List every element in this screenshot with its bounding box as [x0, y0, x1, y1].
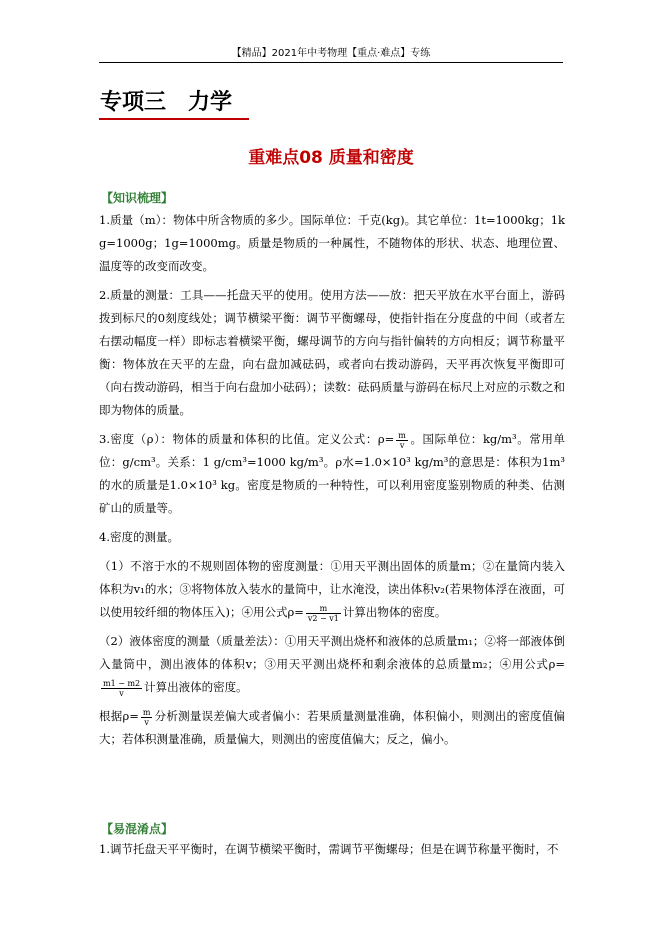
solid-formula-denominator: v2 − v1	[307, 613, 339, 623]
liquid-formula-denominator: v	[119, 688, 124, 698]
density-text-b: 。国际单位：kg/m³。常用单位：g/cm³。关系：1 g/cm³=1000 kg/m³。ρ水=1.0×10³ kg/m³的意思是：体积为1m³的水的质量是1.0×10³ kg。密度是物质的一种特性，可以利用密度鉴别物质的种类、估测矿山的质量等。	[99, 432, 565, 515]
section-title: 重难点08 质量和密度	[248, 148, 414, 168]
liquid-text-b: 计算出液体的密度。	[144, 680, 248, 694]
chapter-title: 专项三 力学	[100, 90, 233, 115]
error-text-a: 根据ρ=	[99, 709, 139, 723]
liquid-formula	[101, 679, 142, 698]
liquid-text-a: （2）液体密度的测量（质量差法）：①用天平测出烧杯和液体的总质量m₁；②将一部液体倒入量筒中，测出液体的体积v；③用天平测出烧杯和剩余液体的总质量m₂；④用公式ρ=	[99, 634, 565, 671]
error-text-b: 分析测量误差偏大或者偏小：若果质量测量准确，体积偏小，则测出的密度值偏大；若体积测量准确，质量偏大，则测出的密度值偏大；反之，偏小。	[99, 709, 565, 746]
confusion-tag: 【易混淆点】	[101, 822, 174, 836]
knowledge-body	[99, 209, 565, 751]
paragraph-error-analysis	[99, 705, 565, 751]
solid-text-b: 计算出物体的密度。	[342, 605, 447, 619]
paragraph-density	[99, 428, 565, 520]
confusion-body	[99, 838, 565, 861]
solid-text-a: （1）不溶于水的不规则固体物的密度测量：①用天平测出固体的质量m；②在量筒内装入体积为v₁的水；③将物体放入装水的量筒中，让水淹没，读出体积v₂(若果物体浮在液面，可以使用较纤细的物体压入)；④用公式ρ=	[99, 559, 565, 619]
density-formula	[396, 431, 408, 450]
paragraph-confusion-1: 1.调节托盘天平平衡时，在调节横梁平衡时，需调节平衡螺母；但是在调节称量平衡时，不	[99, 842, 559, 856]
liquid-formula-numerator: m1 − m2	[103, 678, 141, 688]
density-text-a: 3.密度（ρ）：物体的质量和体积的比值。定义公式：ρ=	[99, 432, 395, 446]
paragraph-mass-measure: 2.质量的测量：工具——托盘天平的使用。使用方法——放：把天平放在水平台面上，游码拨到标尺的0刻度线处；调节横梁平衡：调节平衡螺母，使指针指在分度盘的中间（或者左右摆动幅度一样）即标志着横梁平衡，螺母调节的方向与指针偏转的方向相反；调节称量平衡：物体放在天平的左盘，向右盘加减砝码，或者向右拨动游码，天平再次恢复平衡即可（向右拨动游码，相当于向右盘加小砝码）；读数：砝码质量与游码在标尺上对应的示数之和即为物体的质量。	[99, 288, 565, 417]
paragraph-mass: 1.质量（m）：物体中所含物质的多少。国际单位：千克(kg)。其它单位：1t=1000kg；1kg=1000g；1g=1000mg。质量是物质的一种属性，不随物体的形状、状态、地理位置、温度等的改变而改变。	[99, 213, 565, 273]
density-formula-denominator: v	[399, 440, 405, 450]
paragraph-density-measure: 4.密度的测量。	[99, 530, 179, 544]
paragraph-solid-measure	[99, 555, 565, 624]
chapter-underline	[99, 118, 249, 120]
running-header: 【精品】2021年中考物理【重点·难点】专练	[231, 48, 431, 59]
header-rule	[99, 62, 563, 63]
solid-formula	[306, 604, 341, 623]
paragraph-liquid-measure	[99, 630, 565, 699]
error-formula	[141, 708, 153, 727]
solid-formula-numerator: m	[306, 604, 341, 614]
error-formula-numerator: m	[142, 707, 151, 717]
density-formula-numerator: m	[398, 430, 406, 440]
error-formula-denominator: v	[144, 717, 149, 727]
knowledge-tag: 【知识梳理】	[101, 191, 174, 205]
